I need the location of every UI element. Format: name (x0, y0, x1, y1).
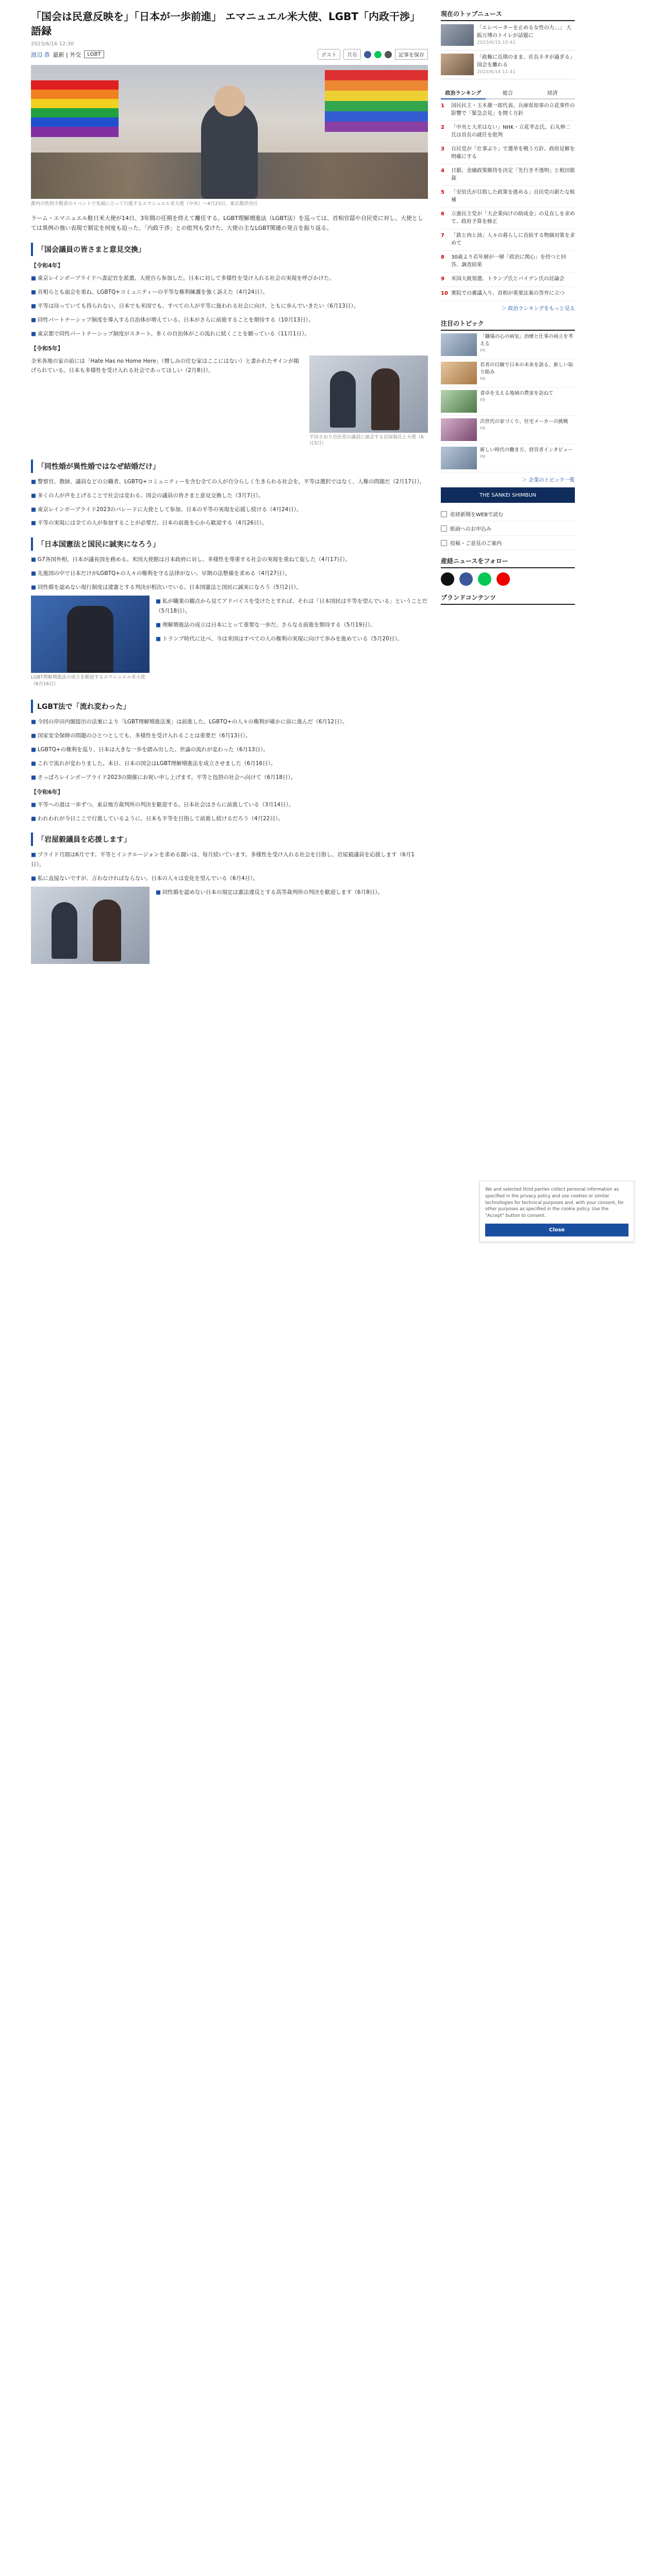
ranking-item[interactable] (441, 208, 575, 229)
quote-paragraph: ■ 平等への道は一歩ずつ。東京地方裁判所の判決を歓迎する。日本社会はさらに前進している（3月14日）。 (31, 800, 428, 810)
quote-paragraph: ■ 東京レインボープライドへ書記官を派遣。大使自ら参加した。日本に対して多様性を受け入れる社会の実現を呼びかけた。 (31, 274, 428, 283)
photo-group (31, 887, 150, 964)
quote-paragraph: ■ G7各国外相、日本が議長国を務める。米国大使館は日本政府に対し、多様性を尊重する社会の実現を重ねて促した（4月17日）。 (31, 555, 428, 565)
pr-item[interactable] (441, 359, 575, 387)
section-heading: LGBT法で「流れ変わった」 (31, 700, 428, 713)
photo-person (330, 371, 356, 428)
ranking-more-link[interactable]: ＞ 政治ランキングをもっと見る (501, 306, 575, 312)
quote-paragraph: ■ 理解増進法の成立は日本にとって重要な一歩だ。さらなる前進を期待する（5月19日）。 (31, 620, 428, 630)
service-link-label: 紙面へのお申込み (450, 527, 491, 532)
ranking-item[interactable] (441, 273, 575, 287)
news-time: 2023/6/15 10:41 (477, 40, 516, 45)
pr-text (480, 333, 575, 356)
pr-label: PR (480, 397, 486, 402)
ranking-item[interactable] (441, 99, 575, 121)
mail-icon[interactable] (385, 51, 392, 58)
year-label: 【令和4年】 (31, 262, 63, 269)
hero-caption: 都内の性的少数者のイベントで先頭に立って行進するエマニュエル米大使（中央）＝4月23日、東京都渋谷区 (31, 201, 258, 207)
article-main (31, 9, 428, 967)
x-icon[interactable] (441, 572, 454, 586)
year-label: 【令和6年】 (31, 788, 63, 795)
pr-title: 次世代の家づくり、住宅メーカーの挑戦 (480, 419, 568, 425)
pr-label: PR (480, 376, 486, 381)
link-icon (441, 511, 447, 517)
follow-title: 産経ニュースをフォロー (441, 556, 575, 568)
social-icons (441, 572, 575, 586)
quote-paragraph: ■ プライド月間は6月です。平等とインクルージョンを求める闘いは、毎月続いています。多様性を受け入れる社会を目指し、岩屋毅議員を応援します（6月1日）。 (31, 850, 428, 870)
photo-meeting (309, 355, 428, 433)
service-link[interactable] (441, 521, 575, 536)
pr-thumbnail (441, 447, 477, 469)
pr-title: 「職場の心の病気」治療と仕事の両立を考える (480, 334, 573, 347)
quote-paragraph: ■ これで流れが変わりました。本日、日本の国会はLGBT理解増進法を成立させました（6月16日）。 (31, 759, 428, 769)
rainbow-flag-left (31, 80, 119, 137)
ranking-number: 9 (441, 276, 444, 282)
ranking-tabs (441, 87, 575, 99)
ranking-title: 自民党が「仕事ぶり」で選挙を戦う方針、政府見解を明確にする (451, 146, 575, 160)
ranking-item[interactable] (441, 287, 575, 301)
pr-label: PR (480, 426, 486, 431)
quote-paragraph: ■ 私が職業の観点から見てアドバイスを受けたとすれば、それは「日本国民は平等を望んでいる」ということだ（5月18日）。 (31, 597, 428, 616)
ranking-number: 2 (441, 125, 444, 130)
quote-paragraph: ■ さっぽろレインボープライド2023の開催にお祝い申し上げます。平等と包摂の社会へ向けて（6月18日）。 (31, 773, 428, 783)
tab-overall[interactable]: 総合 (486, 87, 531, 99)
top-news-item[interactable] (441, 21, 575, 50)
share-row (318, 49, 428, 60)
cookie-banner (479, 1181, 634, 1242)
section-heading: 「国会議員の皆さまと意見交換」 (31, 243, 428, 256)
quote-paragraph: ■ 多くの人が声を上げることで社会は変わる。国会の議員の皆さまと意見交換した（3月7日）。 (31, 491, 428, 501)
ranking-item[interactable] (441, 121, 575, 143)
quote-paragraph: 全米各地の家の前には「Hate Has no Home Here」（憎しみの住む家はここにはない）と書かれたサインが掲げられている。日本も多様性を受け入れる社会であってほしい（2月8日）。 (31, 358, 300, 374)
ranking-number: 4 (441, 168, 444, 174)
quote-paragraph: ■ 国家安全保障の問題のひとつとしても、多様性を受け入れることは重要だ（6月13日）。 (31, 731, 428, 741)
ranking-number: 3 (441, 146, 444, 152)
link-icon (441, 526, 447, 532)
pr-label: PR (480, 348, 486, 353)
pr-item[interactable] (441, 387, 575, 416)
section-heading: 「日本国憲法と国民に誠実になろう」 (31, 537, 428, 551)
ranking-title: 「中央と大差はない」NHK・立花孝志氏、石丸伸二氏は首長の就任を批判 (451, 125, 571, 138)
pr-title: 新しい時代の働き方、経営者インタビュー (480, 447, 573, 453)
quote-paragraph: ■ 首相らとも面会を重ね、LGBTQ+コミュニティーの平等な権利擁護を強く訴えた（4月24日）。 (31, 287, 428, 297)
photo-caption: 平田さおり自民党の議員に面会する岩屋毅氏と大使（6月5日） (309, 434, 424, 447)
pr-thumbnail (441, 333, 477, 356)
ranking-title: 立憲民主党が「大企業向けの助成金」の見直しを求めて、政府予算を修正 (451, 211, 575, 225)
inline-photo-3 (31, 887, 150, 964)
rainbow-flag-right (325, 70, 428, 132)
section-heading: 「同性婚が異性婚ではなぜ結婚だけ」 (31, 460, 428, 473)
ranking-item[interactable] (441, 143, 575, 164)
service-link[interactable] (441, 507, 575, 521)
ranking-title: 衆院での審議入り、首相が重要法案の答弁に立つ (451, 290, 565, 296)
ranking-list (441, 99, 575, 301)
news-time: 2023/6/14 11:41 (477, 69, 516, 75)
ranking-title: 「鉄と肉と油」人々の暮らしに直結する物価対策を求めて (451, 233, 575, 246)
service-link[interactable] (441, 536, 575, 550)
ranking-item[interactable] (441, 229, 575, 251)
pr-item[interactable] (441, 331, 575, 359)
quote-paragraph: ■ 私に直接ないですが、言わなければならない。日本の人々は変化を望んでいる（6月4日）。 (31, 874, 428, 884)
ranking-number: 5 (441, 190, 444, 195)
top-news-item[interactable] (441, 50, 575, 80)
post-share-button[interactable]: ポスト (318, 49, 340, 60)
pr-title: 若者の目線で日本の未来を語る、新しい取り組み (480, 362, 573, 375)
ranking-number: 10 (441, 290, 448, 296)
inline-photo-2 (31, 596, 150, 687)
cookie-close-button[interactable]: Close (485, 1224, 628, 1236)
service-link-label: 産経新聞をWEBで読む (450, 512, 504, 518)
quote-paragraph: ■ 同性婚を認めない日本の規定は憲法違反とする高等裁判所の判決を歓迎します（6月8日）。 (31, 888, 428, 897)
byline-category: 最新 | 外交 (53, 51, 81, 58)
article-lead: ラーム・エマニュエル駐日米大使が14日、3年間の任期を終えて離任する。LGBT理解増進法（LGBT法）を巡っては、首相官邸や自民党に対し、大使としては異例の強い表現で制定を何度も迫った。「内政干渉」との批判も受けた。大使の主なLGBT関連の発言を振り返る。 (31, 214, 423, 232)
quote-paragraph: ■ 同性パートナーシップ制度を導入する自治体が増えている。日本がさらに前進することを期待する（10月13日）。 (31, 315, 428, 325)
pr-thumbnail (441, 390, 477, 413)
photo-person (67, 606, 113, 673)
quote-paragraph: ■ 東京レインボープライド2023のパレードに大使として参加。日本の平等の実現を応援し続ける（4月24日）。 (31, 505, 428, 515)
facebook-icon[interactable] (364, 51, 371, 58)
quote-paragraph: ■ 今回の岸田内閣提出の法案により「LGBT理解増進法案」は前進した。LGBTQ+の人々の権利が確かに前に進んだ（6月12日）。 (31, 717, 428, 727)
link-icon (441, 540, 447, 546)
tab-economy[interactable]: 経済 (530, 87, 575, 99)
ranking-title: 30歳より若年層が一層「政治に関心」を持つと回答、調査結果 (451, 255, 566, 268)
line-icon[interactable] (478, 572, 491, 586)
ranking-number: 6 (441, 211, 444, 217)
ranking-number: 1 (441, 103, 444, 109)
pr-thumbnail (441, 362, 477, 384)
pr-thumbnail (441, 418, 477, 441)
top-news-title: 現在のトップニュース (441, 9, 575, 21)
service-links (441, 507, 575, 550)
quote-paragraph: ■ 平等は待っていても得られない。日本でも米国でも、すべての人が平等に扱われる社会に向け、ともに歩んでいきたい（6月13日）。 (31, 301, 428, 311)
photo-press (31, 596, 150, 673)
tab-politics[interactable]: 政治ランキング (441, 87, 486, 99)
pr-title: 食卓を支える地域の農家を訪ねて (480, 391, 554, 396)
ranking-title: 「安倍氏が目指した政策を進める」自民党の新たな候補 (451, 190, 575, 203)
sidebar (441, 9, 575, 605)
year-label: 【令和5年】 (31, 345, 63, 352)
ranking-title: 米国大統領選、トランプ氏とバイデン氏の討論会 (451, 276, 565, 282)
quote-paragraph: ■ われわれが今日ここで行進しているように、日本も平等を目指して前進し続けるだろう（4月22日）。 (31, 814, 428, 824)
author-link[interactable]: 渡辺 恭 (31, 51, 50, 58)
quote-paragraph: ■ トランプ時代に比べ、今は米国はすべての人の権利の実現に向けて歩みを進めている（5月20日）。 (31, 634, 428, 644)
cookie-text: We and selected third parties collect personal information as specified in the privacy policy and use cookies or similar technologies for technical purposes and, with your consent, for other purposes as specified in the cookie policy. Use the "Accept" button to consent. (485, 1187, 624, 1218)
ambassador-head (214, 86, 245, 116)
news-thumbnail (441, 24, 474, 46)
news-title: 「政権に長期のまま、社長ネタが過ぎる」 国会を離れる (477, 54, 575, 68)
article-date: 2023/6/16 12:30 (31, 41, 74, 47)
photo-person (52, 902, 77, 959)
pr-list (441, 331, 575, 472)
quote-paragraph: ■ 同性婚を認めない現行制度は違憲とする判決が相次いでいる。日本国憲法と国民に誠実になろう（5月2日）。 (31, 583, 428, 592)
pr-more-link[interactable]: ＞ 企業のトピック一覧 (522, 478, 575, 483)
pr-label: PR (480, 454, 486, 459)
pr-item[interactable] (441, 444, 575, 472)
ranking-number: 8 (441, 255, 444, 260)
youtube-icon[interactable] (496, 572, 510, 586)
facebook-icon[interactable] (459, 572, 473, 586)
quote-paragraph: ■ LGBTQ+の権利を巡り、日本は大きな一歩を踏み出した。世論の流れが変わった（6月13日）。 (31, 745, 428, 755)
pr-title: 注目のトピック (441, 319, 575, 331)
news-title: 「エレベーターを止める女性の力…」 大阪万博のトイレが話題に (477, 25, 572, 39)
service-link-label: 投稿・ご意見のご案内 (450, 541, 502, 547)
ranking-title: 国民民主・玉木雄一郎代表、兵庫県知事の立花事件の影響で「緊急会見」を開く方針 (451, 103, 575, 116)
sankei-banner[interactable]: THE SANKEI SHIMBUN (441, 487, 575, 503)
brand-content-title: ブランドコンテンツ (441, 593, 575, 605)
quote-paragraph: ■ 平等の実現には全ての人が参加することが必要だ。日本の前進を心から歓迎する（4月26日）。 (31, 518, 428, 528)
quote-paragraph: ■ 東京都で同性パートナーシップ制度がスタート。多くの自治体がこの流れに続くことを願っている（11月1日）。 (31, 329, 428, 339)
photo-caption: LGBT理解増進法の成立を歓迎するエマニュエル米大使（6月16日） (31, 674, 145, 687)
save-article-button[interactable]: 記事を保存 (395, 49, 428, 60)
ranking-item[interactable] (441, 186, 575, 208)
photo-person (371, 368, 400, 430)
quote-paragraph: ■ 先進国の中で日本だけがLGBTQ+の人々の権利を守る法律がない。早期の法整備を求める（4月27日）。 (31, 569, 428, 579)
line-icon[interactable] (374, 51, 382, 58)
article-headline: 「国会は民意反映を」「日本が一歩前進」 エマニュエル米大使、LGBT「内政干渉」語録 (31, 10, 421, 37)
lgbt-tag[interactable]: LGBT (84, 50, 104, 58)
section-heading: 「岩屋毅議員を応援します」 (31, 833, 428, 846)
quote-paragraph: ■ 警察官、教師、議員などの公職者、LGBTQ+コミュニティーを含む全ての人が自分らしく生きられる社会を。平等は選択ではなく、人権の問題だ（2月17日）。 (31, 477, 428, 487)
pr-text (480, 362, 575, 384)
hero-photo (31, 65, 428, 199)
pr-text (480, 390, 553, 413)
ranking-number: 7 (441, 233, 444, 239)
inline-photo-1 (309, 355, 428, 447)
photo-person (93, 900, 121, 961)
pr-item[interactable] (441, 416, 575, 444)
ranking-item[interactable] (441, 251, 575, 273)
pr-text (480, 418, 568, 441)
news-thumbnail (441, 54, 474, 75)
ranking-title: 日銀、金融政策維持を決定「先行き不透明」と植田総裁 (451, 168, 575, 181)
ranking-item[interactable] (441, 164, 575, 186)
share-button[interactable]: 共有 (343, 49, 361, 60)
byline-bar (31, 49, 428, 60)
pr-text (480, 447, 573, 469)
